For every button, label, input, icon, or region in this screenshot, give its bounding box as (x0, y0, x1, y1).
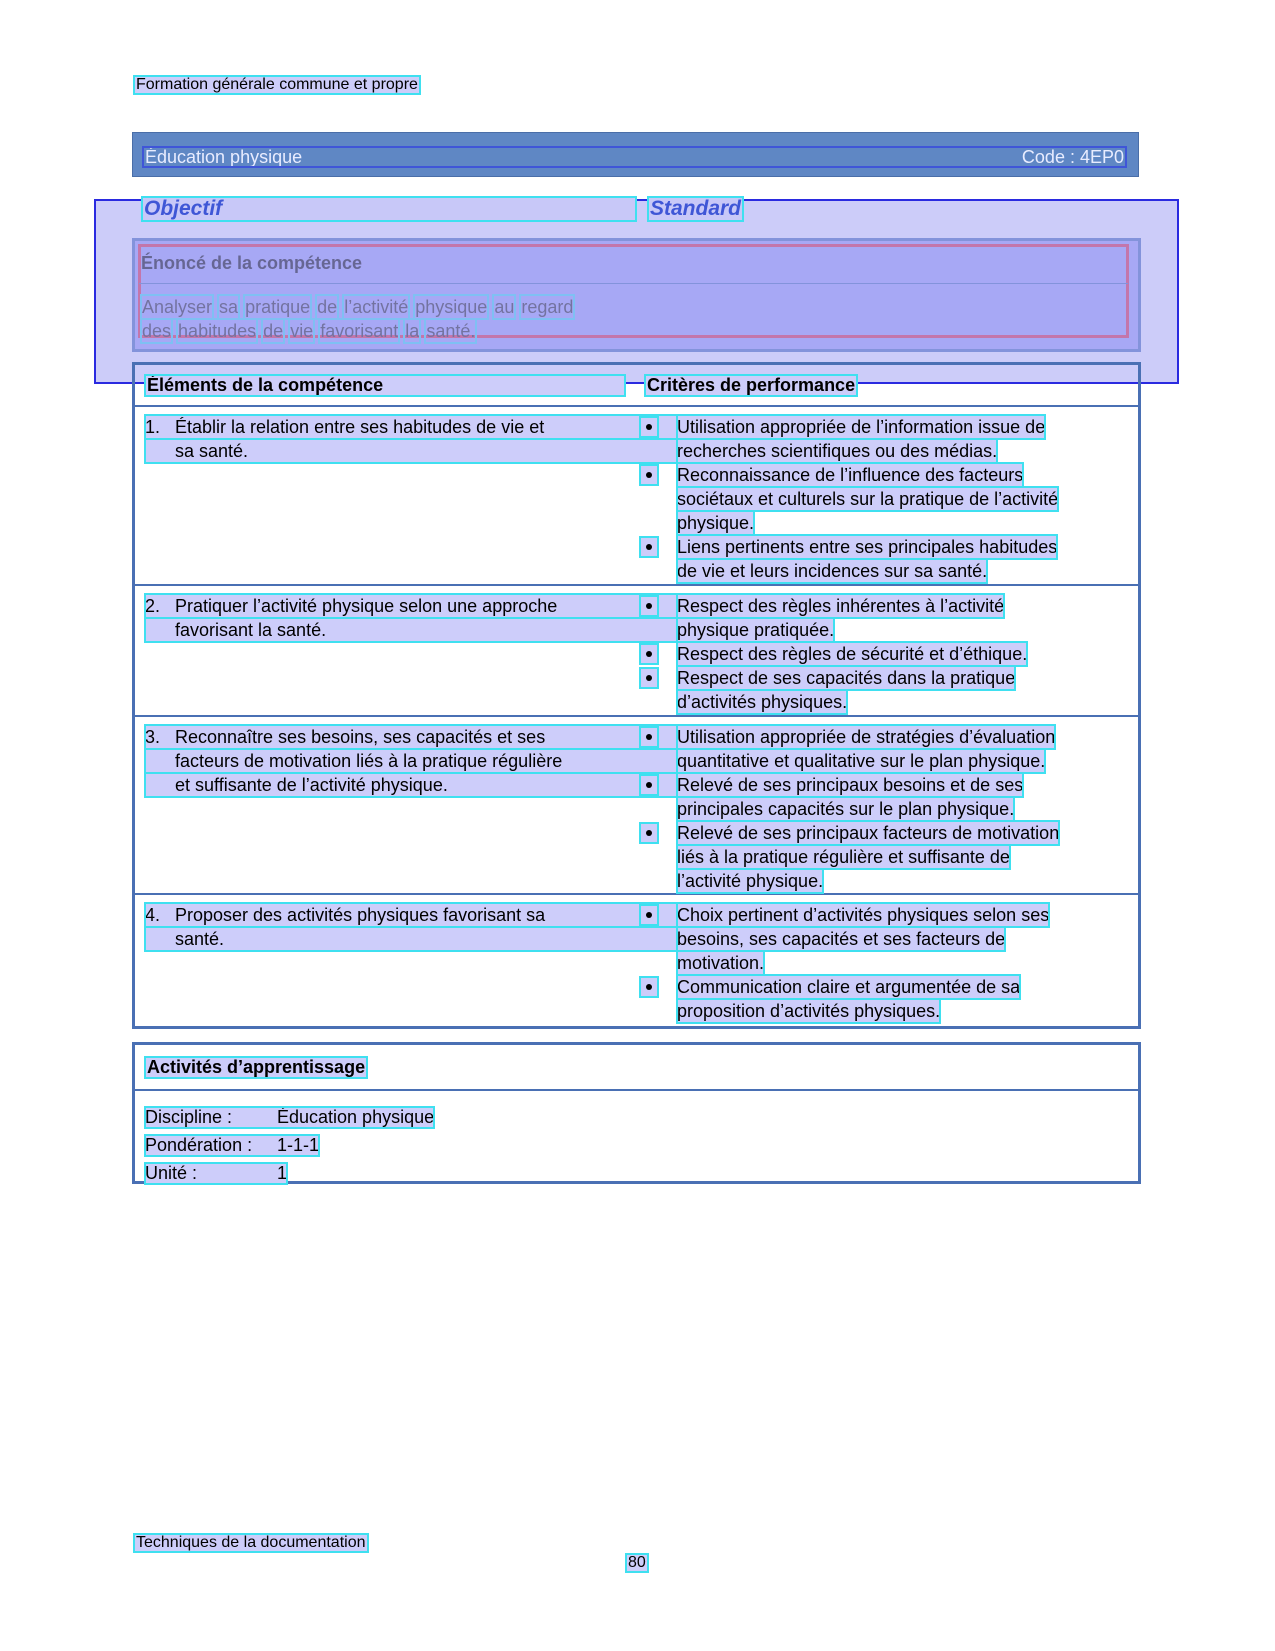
header-criteres: Critères de performance (647, 375, 856, 395)
element-text: favorisant la santé. (175, 620, 327, 640)
criteria-line: de vie et leurs incidences sur sa santé. (677, 561, 988, 581)
criteria-line: principales capacités sur le plan physique. (677, 799, 1015, 819)
criteria-text (677, 463, 1120, 535)
criteria-text (677, 975, 1120, 1023)
table-row (135, 895, 1138, 1023)
element-text: Établir la relation entre ses habitudes de vie et (175, 417, 545, 437)
criteria-item (640, 666, 1120, 714)
criteria-text (677, 773, 1120, 821)
footer-program: Techniques de la documentation (136, 1534, 366, 1551)
criteria-text (677, 903, 1120, 975)
criteria-item (640, 463, 1120, 535)
unite-value: 1 (277, 1163, 288, 1183)
bullet-icon (640, 596, 658, 616)
ponderation-value: 1-1-1 (277, 1135, 320, 1155)
standard-label: Standard (650, 197, 742, 220)
criteria-line: Respect des règles inhérentes à l’activité (677, 596, 1005, 616)
criteria-line: d’activités physiques. (677, 692, 848, 712)
criteria-text (677, 642, 1120, 666)
table-row (135, 586, 1138, 717)
element-text: facteurs de motivation liés à la pratique régulière (175, 751, 563, 771)
unite-line (145, 1163, 287, 1184)
criteria-line: Utilisation appropriée de stratégies d’évaluation (677, 727, 1056, 747)
criteria-list (640, 415, 1120, 583)
bullet-icon (640, 644, 658, 664)
criteria-item (640, 725, 1120, 773)
activities-header (135, 1045, 1138, 1091)
bullet-icon (640, 537, 658, 557)
criteria-text (677, 821, 1120, 893)
course-title: Éducation physique (145, 146, 303, 167)
criteria-list (640, 725, 1120, 893)
unite-key: Unité : (145, 1163, 198, 1183)
element-number: 4. (145, 905, 161, 925)
criteria-line: physique. (677, 513, 755, 533)
bullet-icon (640, 775, 658, 795)
discipline-value: Éducation physique (277, 1107, 435, 1127)
activities-title: Activités d’apprentissage (147, 1057, 366, 1077)
criteria-line: besoins, ses capacités et ses facteurs de (677, 929, 1006, 949)
bullet-icon (640, 465, 658, 485)
element-number: 1. (145, 417, 161, 437)
criteria-line: Communication claire et argumentée de sa (677, 977, 1021, 997)
element-text: Pratiquer l’activité physique selon une approche (175, 596, 558, 616)
element-text: et suffisante de l’activité physique. (175, 775, 448, 795)
bullet-icon (640, 668, 658, 688)
table-header (135, 365, 1138, 407)
course-title-bar (132, 132, 1139, 177)
criteria-list (640, 594, 1120, 714)
objective-standard-overlay (95, 200, 1178, 383)
criteria-text (677, 725, 1120, 773)
criteria-line: proposition d’activités physiques. (677, 1001, 941, 1021)
criteria-line: recherches scientifiques ou des médias. (677, 441, 998, 461)
criteria-line: liés à la pratique régulière et suffisante de (677, 847, 1010, 867)
table-row (135, 407, 1138, 586)
element-text: Reconnaître ses besoins, ses capacités et ses (175, 727, 546, 747)
criteria-item (640, 975, 1120, 1023)
criteria-text (677, 666, 1120, 714)
criteria-line: Respect de ses capacités dans la pratique (677, 668, 1016, 688)
criteria-item (640, 821, 1120, 893)
criteria-text (677, 535, 1120, 583)
criteria-line: Choix pertinent d’activités physiques selon ses (677, 905, 1050, 925)
criteria-text (677, 594, 1120, 642)
bullet-icon (640, 977, 658, 997)
element-text: Proposer des activités physiques favorisant sa (175, 905, 546, 925)
criteria-line: Liens pertinents entre ses principales habitudes (677, 537, 1058, 557)
bullet-icon (640, 905, 658, 925)
page-number: 80 (628, 1554, 646, 1571)
competence-table (132, 362, 1141, 1029)
criteria-line: Relevé de ses principaux facteurs de motivation (677, 823, 1060, 843)
discipline-line (145, 1107, 434, 1128)
element-number: 3. (145, 727, 161, 747)
criteria-line: physique pratiquée. (677, 620, 835, 640)
element-text: sa santé. (175, 441, 249, 461)
ponderation-line (145, 1135, 319, 1156)
criteria-text (677, 415, 1120, 463)
discipline-key: Discipline : (145, 1107, 233, 1127)
criteria-item (640, 642, 1120, 666)
course-code: Code : 4EP0 (1021, 146, 1124, 167)
criteria-item (640, 903, 1120, 975)
criteria-item (640, 535, 1120, 583)
criteria-line: l’activité physique. (677, 871, 824, 891)
activities-box (132, 1042, 1141, 1184)
criteria-line: Relevé de ses principaux besoins et de ses (677, 775, 1024, 795)
criteria-line: Respect des règles de sécurité et d’éthique. (677, 644, 1028, 664)
element-number: 2. (145, 596, 161, 616)
element-text: santé. (175, 929, 225, 949)
bullet-icon (640, 823, 658, 843)
bullet-icon (640, 727, 658, 747)
objectif-label: Objectif (142, 197, 636, 221)
criteria-line: sociétaux et culturels sur la pratique de l’activité (677, 489, 1059, 509)
criteria-item (640, 415, 1120, 463)
criteria-line: Utilisation appropriée de l’information issue de (677, 417, 1046, 437)
criteria-line: Reconnaissance de l’influence des facteurs (677, 465, 1024, 485)
header-elements: Éléments de la compétence (145, 375, 625, 396)
document-header: Formation générale commune et propre (136, 76, 418, 93)
bullet-icon (640, 417, 658, 437)
table-row (135, 717, 1138, 895)
criteria-item (640, 773, 1120, 821)
ponderation-key: Pondération : (145, 1135, 253, 1155)
criteria-line: motivation. (677, 953, 765, 973)
criteria-line: quantitative et qualitative sur le plan physique. (677, 751, 1046, 771)
criteria-item (640, 594, 1120, 642)
criteria-list (640, 903, 1120, 1023)
